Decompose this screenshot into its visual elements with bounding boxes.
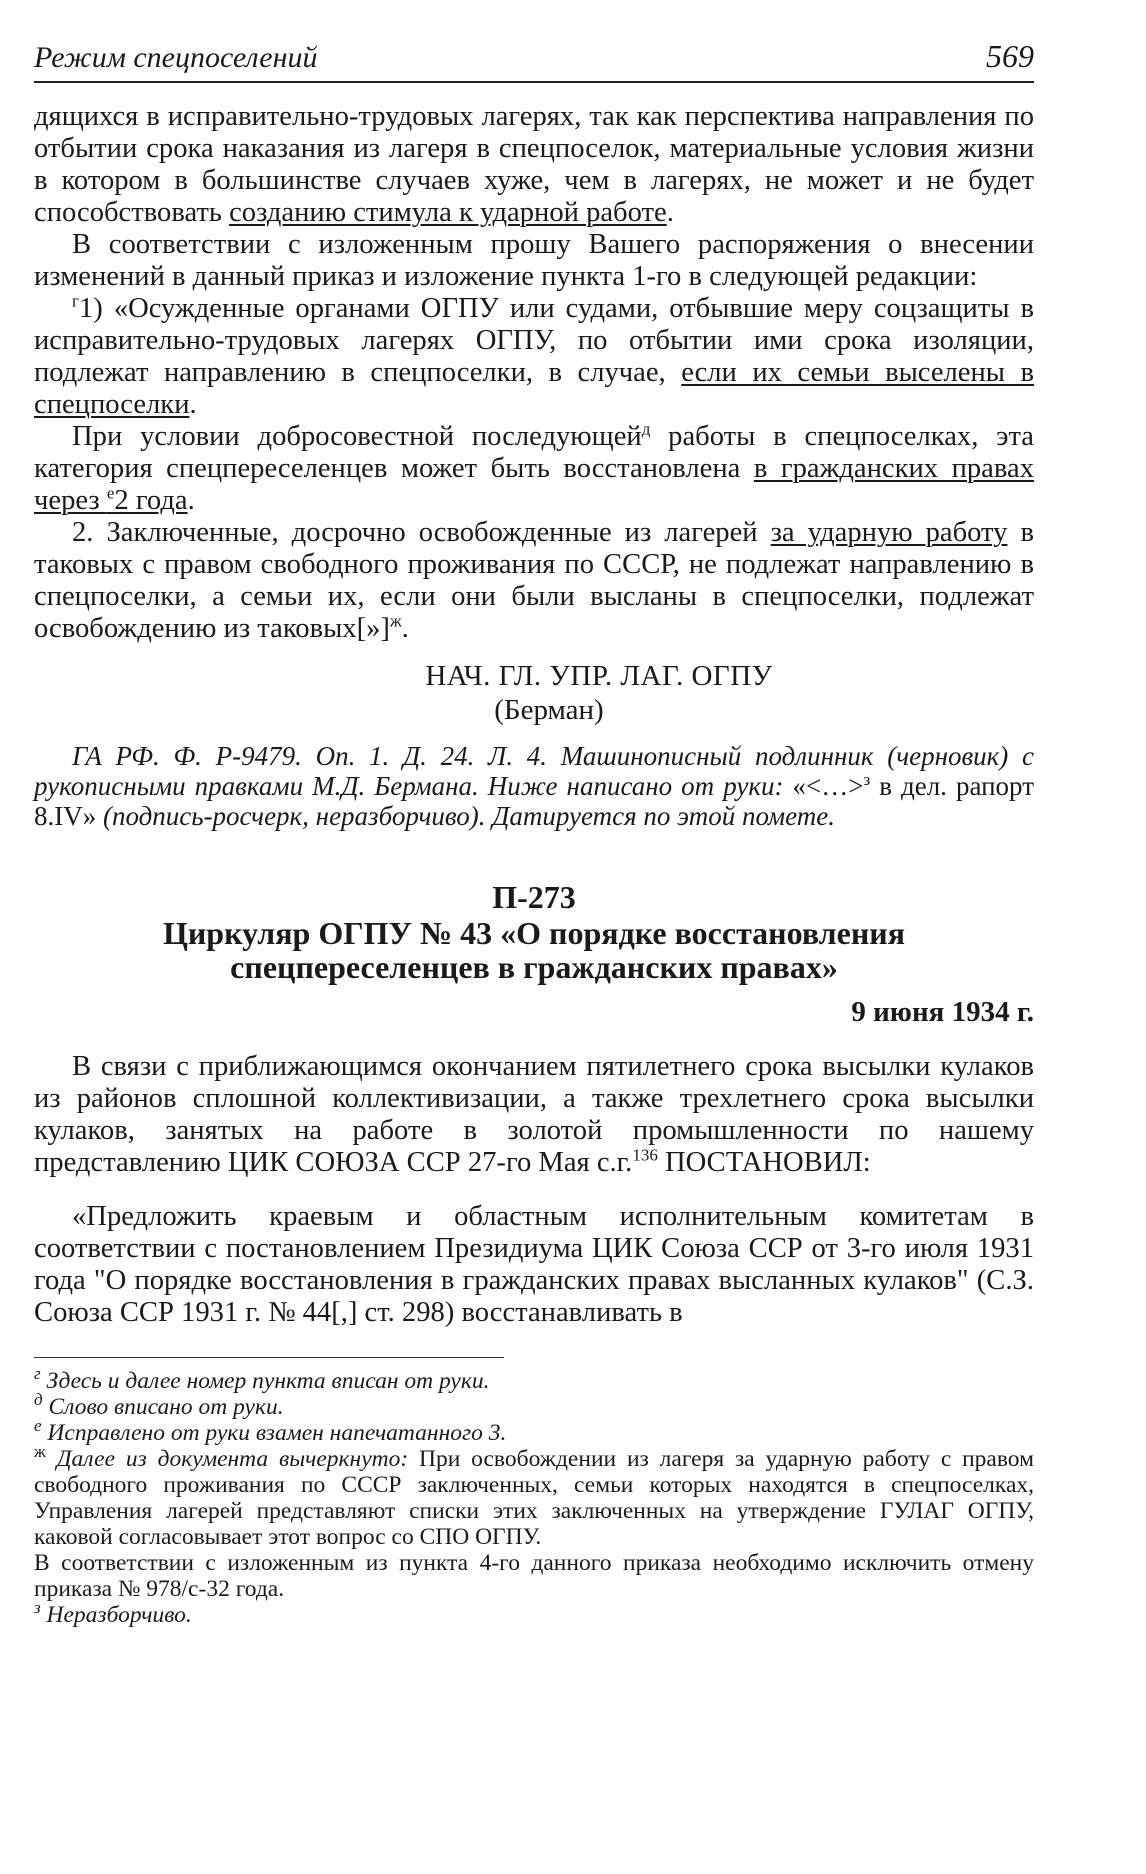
document-title xyxy=(34,916,1034,984)
footnote-text: Неразборчиво. xyxy=(40,1602,192,1628)
footnote-text: Исправлено от руки взамен напечатанного 3. xyxy=(41,1420,507,1446)
text-run: . xyxy=(666,197,674,228)
paragraph-point-2 xyxy=(34,517,1034,645)
running-header xyxy=(34,38,1034,83)
footnote-mark: ж xyxy=(34,1442,46,1462)
signatory-name: (Берман) xyxy=(494,694,604,726)
underlined-text: созданию стимула к ударной работе xyxy=(229,197,667,228)
text-run: 2. Заключенные, досрочно освобожденные из лагерей xyxy=(72,517,771,548)
running-title: Режим спецпоселений xyxy=(34,41,318,74)
archive-reference xyxy=(34,741,1034,831)
text-run: ПОСТАНОВИЛ: xyxy=(657,1147,871,1178)
page-number: 569 xyxy=(986,38,1034,74)
text-run: ГА РФ. Ф. Р-9479. Оп. 1. Д. 24. Л. 4. Машинописный подлинник (черновик) с рукописными правками М.Д. Бермана. Ниже написано от руки: xyxy=(34,741,1034,801)
footnote-zh xyxy=(34,1442,1034,1550)
footnote-e xyxy=(34,1416,1034,1446)
text-run: (подпись-росчерк, неразборчиво). Датируется по этой помете. xyxy=(96,801,836,831)
footnote-mark: г xyxy=(72,291,79,311)
footnote-z xyxy=(34,1598,1034,1628)
circular-body xyxy=(34,1051,1034,1329)
footnote-text: Здесь и далее номер пункта вписан от руки. xyxy=(40,1368,490,1394)
footnote-mark: е xyxy=(34,1416,42,1436)
title-line: спецпереселенцев в гражданских правах» xyxy=(230,949,838,985)
text-run: в дел. рапорт 8.IV» xyxy=(34,771,1034,831)
footnotes xyxy=(34,1364,1034,1628)
text-run: . xyxy=(401,613,409,644)
footnote-d xyxy=(34,1390,1034,1420)
text-run: в гражданских правах через xyxy=(34,453,1034,516)
document-date: 9 июня 1934 г. xyxy=(851,996,1034,1028)
footnote-mark: е xyxy=(106,483,115,503)
text-run: В связи с приближающимся окончанием пятилетнего срока высылки кулаков из районов сплошной коллективизации, а также трехлетнего срока высылки кулаков, занятых на работе в золотой промышленности по нашему представлению ЦИК СОЮЗА ССР 27-го Мая с.г. xyxy=(34,1051,1034,1178)
signatory-position: НАЧ. ГЛ. УПР. ЛАГ. ОГПУ xyxy=(425,660,773,692)
footnote-mark: д xyxy=(641,419,651,439)
text-run: в таковых с правом свободного проживания по СССР, не подлежат направлению в спецпоселки, а семьи их, если они были высланы в спецпоселки, подлежат освобождению из таковых[»] xyxy=(34,517,1034,644)
text-run: При условии добросовестной последующей xyxy=(72,421,642,452)
text-run: 2 года xyxy=(114,485,188,516)
footnote-mark: д xyxy=(34,1390,43,1410)
paragraph-preamble xyxy=(34,1051,1034,1179)
footnote-mark: з xyxy=(863,770,871,789)
document-number: П-273 xyxy=(492,879,576,915)
page-content xyxy=(34,38,1034,1628)
footnote-mark: з xyxy=(34,1598,41,1618)
footnote-mark: г xyxy=(34,1364,41,1384)
text-run: дящихся в исправительно-трудовых лагерях, так как перспектива направления по отбытии срока наказания из лагеря в спецпоселок, материальные условия жизни в котором в большинстве случаев хуже, чем в лагерях, не может и не будет способствовать xyxy=(34,101,1034,228)
footnote-text: Слово вписано от руки. xyxy=(42,1394,284,1420)
paragraph-decision: «Предложить краевым и областным исполнительным комитетам в соответствии с постановлением Президиума ЦИК Союза ССР от 3-го июля 1931 года "О порядке восстановления в гражданских правах высланных кулаков" (С.З. Союза ССР 1931 г. № 44[,] ст. 298) восстанавливать в xyxy=(34,1201,1034,1328)
underlined-text: за ударную работу xyxy=(770,517,1008,548)
footnote-zh-continued: В соответствии с изложенным из пункта 4-го данного приказа необходимо исключить отмену приказа № 978/с-32 года. xyxy=(34,1550,1034,1602)
title-line: Циркуляр ОГПУ № 43 «О порядке восстановления xyxy=(162,915,906,951)
text-run: . xyxy=(189,389,197,420)
footnote-mark: ж xyxy=(389,611,402,631)
footnote-divider xyxy=(34,1357,504,1358)
text-run: 1) «Осужденные органами ОГПУ или судами, отбывшие меру соцзащиты в исправительно-трудовых лагерях ОГПУ, по отбытии ими срока изоляции, подлежат направлению в спецпоселки, в случае, xyxy=(34,293,1034,388)
text-run: . xyxy=(187,485,195,516)
text-run: «<…> xyxy=(792,771,864,801)
paragraph-point-1 xyxy=(34,293,1034,421)
footnote-text: Далее из документа вычеркнуто: xyxy=(45,1446,409,1472)
footnote-g xyxy=(34,1364,1034,1394)
paragraph-continuation xyxy=(34,101,1034,229)
document-body xyxy=(34,101,1034,645)
endnote-ref: 136 xyxy=(632,1145,658,1165)
paragraph-condition xyxy=(34,421,1034,517)
paragraph-request: В соответствии с изложенным прошу Вашего распоряжения о внесении изменений в данный приказ и изложение пункта 1-го в следующей редакции: xyxy=(34,229,1034,292)
signature-block xyxy=(34,659,1034,727)
text-run: работы в спецпоселках, эта категория спецпереселенцев может быть восстановлена xyxy=(34,421,1034,484)
footnote-text: При освобождении из лагеря за ударную работу с правом свободного проживания по СССР заключенных, семьи которых находятся в спецпоселках, Управления лагерей представляют списки этих заключенных на утверждение ГУЛАГ ОГПУ, каковой согласовывает этот вопрос со СПО ОГПУ. xyxy=(34,1446,1034,1550)
underlined-text: если их семьи выселены в спецпоселки xyxy=(34,357,1034,420)
